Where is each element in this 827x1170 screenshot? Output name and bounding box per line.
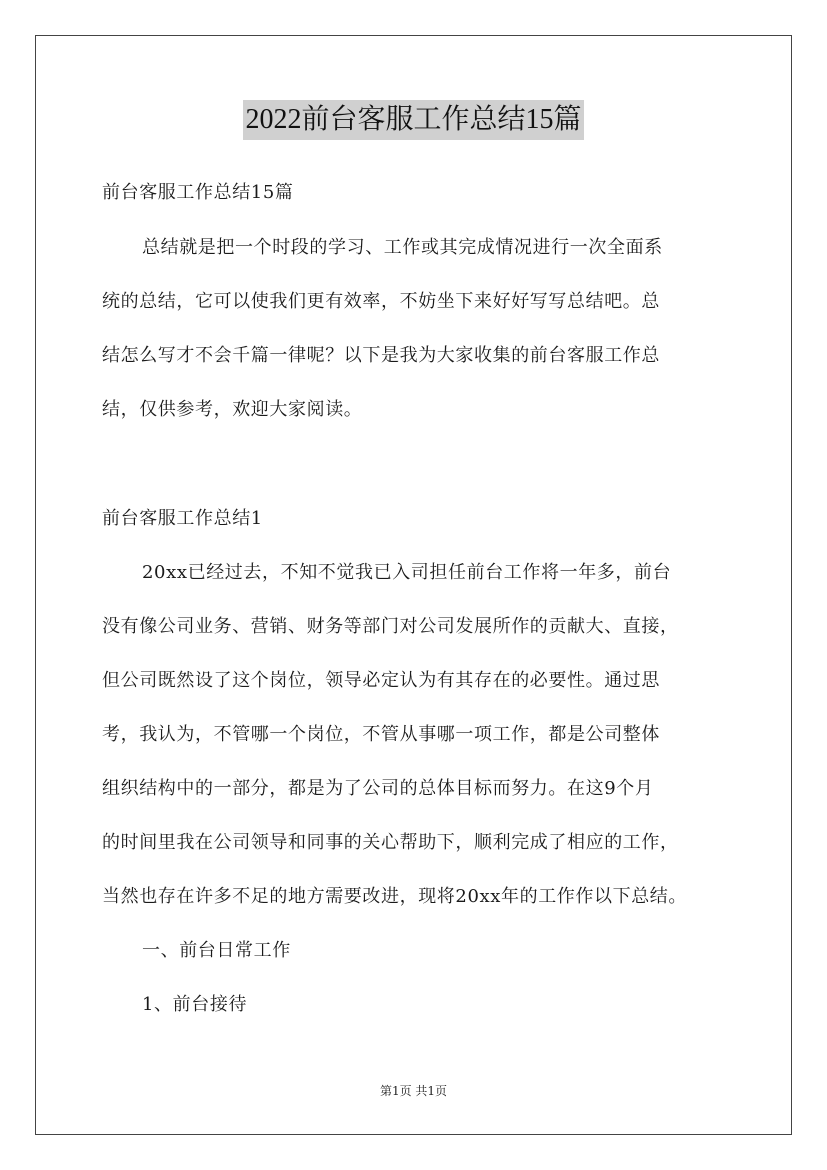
section-paragraph-line: 当然也存在许多不足的地方需要改进，现将20xx年的工作作以下总结。 (102, 886, 688, 907)
intro-line: 结，仅供参考，欢迎大家阅读。 (102, 399, 363, 420)
section-paragraph-line: 组织结构中的一部分，都是为了公司的总体目标而努力。在这9个月 (102, 778, 654, 799)
intro-line: 结怎么写才不会千篇一律呢？以下是我为大家收集的前台客服工作总 (102, 345, 660, 366)
subheading-daily-work: 一、前台日常工作 (142, 940, 291, 961)
section-paragraph-line: 的时间里我在公司领导和同事的关心帮助下，顺利完成了相应的工作， (102, 832, 679, 853)
subheading-reception: 1、前台接待 (142, 994, 248, 1015)
page-footer: 第1页 共1页 (379, 1084, 448, 1098)
section-paragraph-line: 没有像公司业务、营销、财务等部门对公司发展所作的贡献大、直接， (102, 616, 679, 637)
title-container (0, 100, 827, 140)
section-heading: 前台客服工作总结1 (102, 508, 263, 529)
document-title: 2022前台客服工作总结15篇 (243, 100, 583, 140)
document-subtitle: 前台客服工作总结15篇 (102, 182, 294, 203)
intro-line: 总结就是把一个时段的学习、工作或其完成情况进行一次全面系 (142, 237, 663, 258)
section-paragraph-line: 20xx已经过去，不知不觉我已入司担任前台工作将一年多，前台 (142, 562, 672, 583)
intro-line: 统的总结，它可以使我们更有效率，不妨坐下来好好写写总结吧。总 (102, 291, 660, 312)
section-paragraph-line: 考，我认为，不管哪一个岗位，不管从事哪一项工作，都是公司整体 (102, 724, 660, 745)
section-paragraph-line: 但公司既然设了这个岗位，领导必定认为有其存在的必要性。通过思 (102, 670, 660, 691)
